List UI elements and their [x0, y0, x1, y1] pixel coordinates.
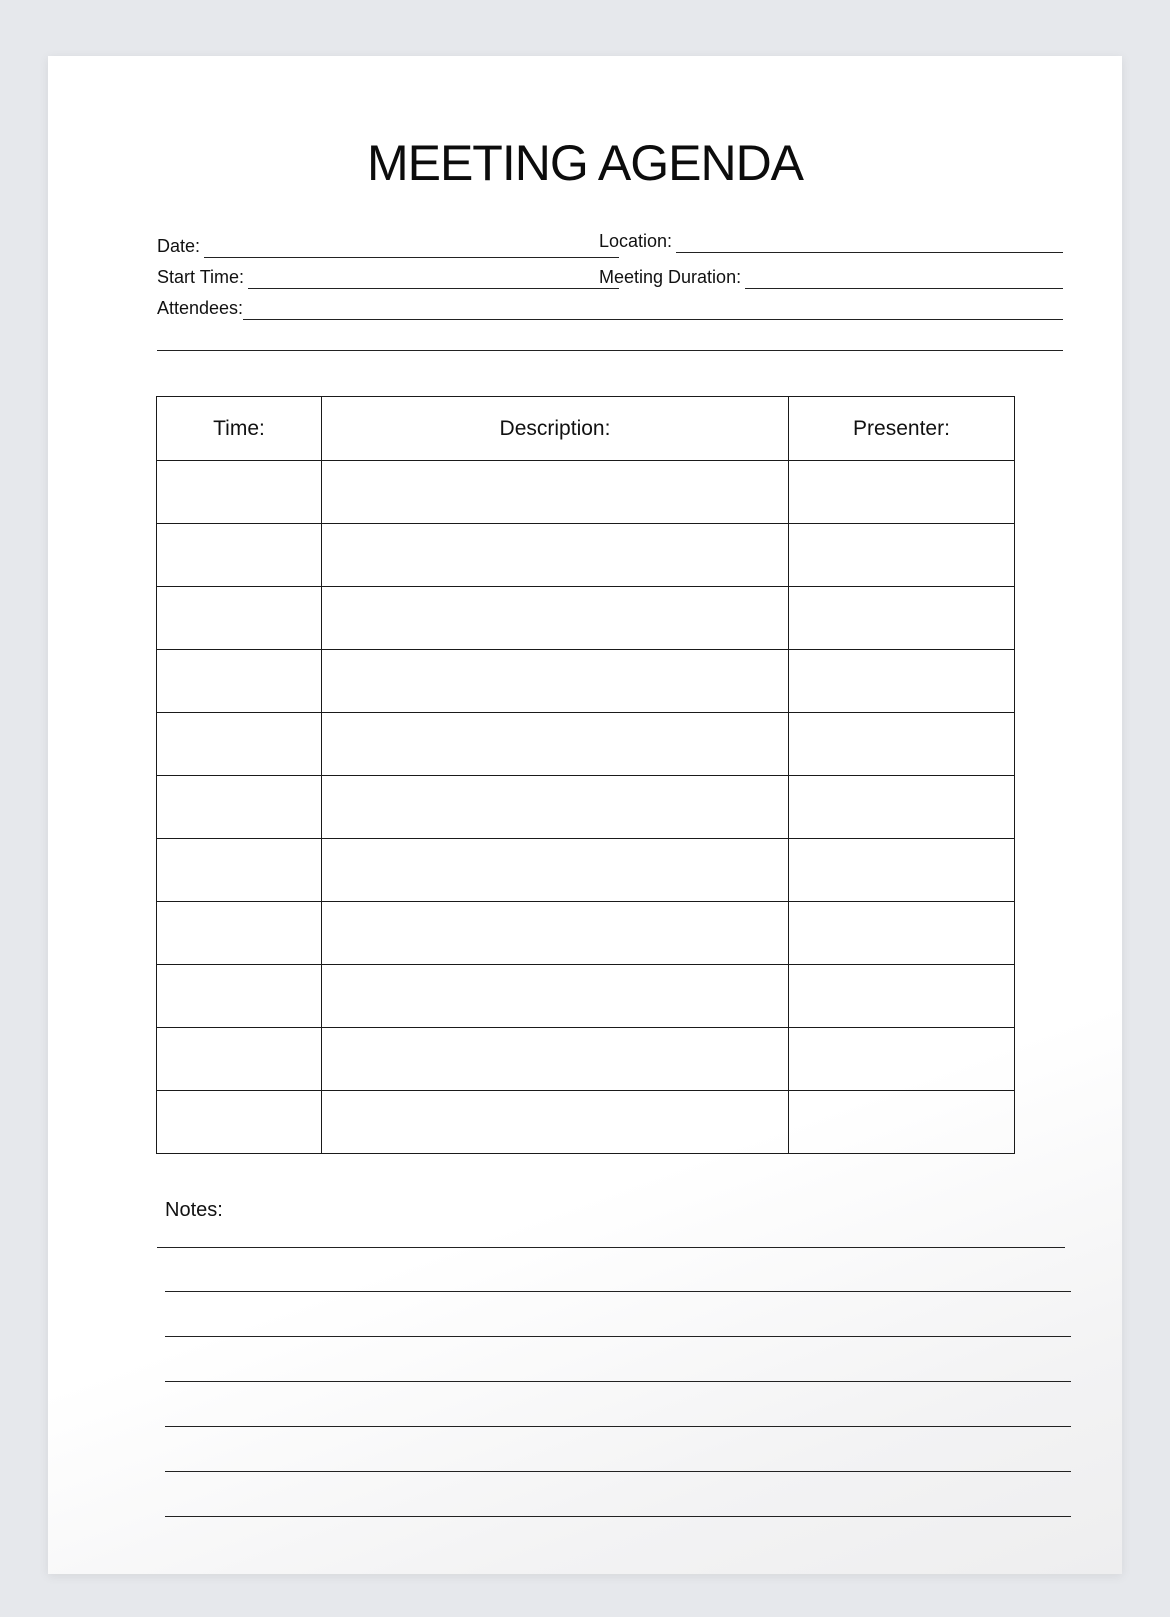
table-row	[157, 650, 1015, 713]
time-column-header: Time:	[157, 397, 322, 461]
time-cell[interactable]	[157, 650, 322, 713]
meeting-duration-field[interactable]	[599, 265, 1063, 289]
notes-line[interactable]	[165, 1291, 1071, 1292]
table-row	[157, 1028, 1015, 1091]
description-cell[interactable]	[322, 1091, 789, 1154]
presenter-cell[interactable]	[789, 1091, 1015, 1154]
presenter-cell[interactable]	[789, 650, 1015, 713]
notes-line[interactable]	[165, 1471, 1071, 1472]
start-time-label: Start Time:	[157, 267, 245, 287]
start-time-line[interactable]	[248, 287, 619, 289]
table-row	[157, 776, 1015, 839]
meeting-duration-label: Meeting Duration:	[599, 267, 742, 287]
description-cell[interactable]	[322, 776, 789, 839]
time-cell[interactable]	[157, 587, 322, 650]
location-field[interactable]	[599, 229, 1063, 253]
description-cell[interactable]	[322, 839, 789, 902]
description-cell[interactable]	[322, 461, 789, 524]
start-time-field[interactable]	[157, 265, 619, 289]
description-cell[interactable]	[322, 713, 789, 776]
description-column-header: Description:	[322, 397, 789, 461]
time-cell[interactable]	[157, 1091, 322, 1154]
attendees-line-2[interactable]	[157, 350, 1063, 351]
time-cell[interactable]	[157, 965, 322, 1028]
presenter-cell[interactable]	[789, 965, 1015, 1028]
table-row	[157, 587, 1015, 650]
description-cell[interactable]	[322, 524, 789, 587]
attendees-field[interactable]	[157, 296, 1063, 320]
presenter-cell[interactable]	[789, 524, 1015, 587]
presenter-cell[interactable]	[789, 461, 1015, 524]
time-cell[interactable]	[157, 1028, 322, 1091]
presenter-column-header: Presenter:	[789, 397, 1015, 461]
table-row	[157, 1091, 1015, 1154]
location-label: Location:	[599, 231, 673, 251]
notes-line[interactable]	[165, 1426, 1071, 1427]
time-cell[interactable]	[157, 839, 322, 902]
table-row	[157, 902, 1015, 965]
description-cell[interactable]	[322, 1028, 789, 1091]
presenter-cell[interactable]	[789, 776, 1015, 839]
attendees-line[interactable]	[243, 318, 1063, 320]
table-header-row	[157, 397, 1015, 461]
attendees-label: Attendees:	[157, 298, 244, 318]
notes-label: Notes:	[165, 1199, 223, 1221]
date-field[interactable]	[157, 234, 619, 258]
description-cell[interactable]	[322, 965, 789, 1028]
presenter-cell[interactable]	[789, 902, 1015, 965]
agenda-table-body	[157, 461, 1015, 1154]
notes-line[interactable]	[165, 1381, 1071, 1382]
date-line[interactable]	[204, 256, 619, 258]
table-row	[157, 713, 1015, 776]
time-cell[interactable]	[157, 902, 322, 965]
description-cell[interactable]	[322, 587, 789, 650]
notes-line[interactable]	[165, 1336, 1071, 1337]
time-cell[interactable]	[157, 461, 322, 524]
table-row	[157, 461, 1015, 524]
meeting-duration-line[interactable]	[745, 287, 1063, 289]
table-row	[157, 965, 1015, 1028]
presenter-cell[interactable]	[789, 1028, 1015, 1091]
date-label: Date:	[157, 236, 201, 256]
description-cell[interactable]	[322, 650, 789, 713]
agenda-table	[156, 396, 1015, 1154]
notes-line[interactable]	[165, 1516, 1071, 1517]
time-cell[interactable]	[157, 713, 322, 776]
time-cell[interactable]	[157, 524, 322, 587]
table-row	[157, 524, 1015, 587]
notes-line[interactable]	[157, 1247, 1065, 1248]
agenda-sheet	[48, 56, 1122, 1574]
presenter-cell[interactable]	[789, 587, 1015, 650]
table-row	[157, 839, 1015, 902]
page-title: MEETING AGENDA	[366, 135, 804, 191]
time-cell[interactable]	[157, 776, 322, 839]
presenter-cell[interactable]	[789, 713, 1015, 776]
presenter-cell[interactable]	[789, 839, 1015, 902]
description-cell[interactable]	[322, 902, 789, 965]
location-line[interactable]	[676, 251, 1063, 253]
